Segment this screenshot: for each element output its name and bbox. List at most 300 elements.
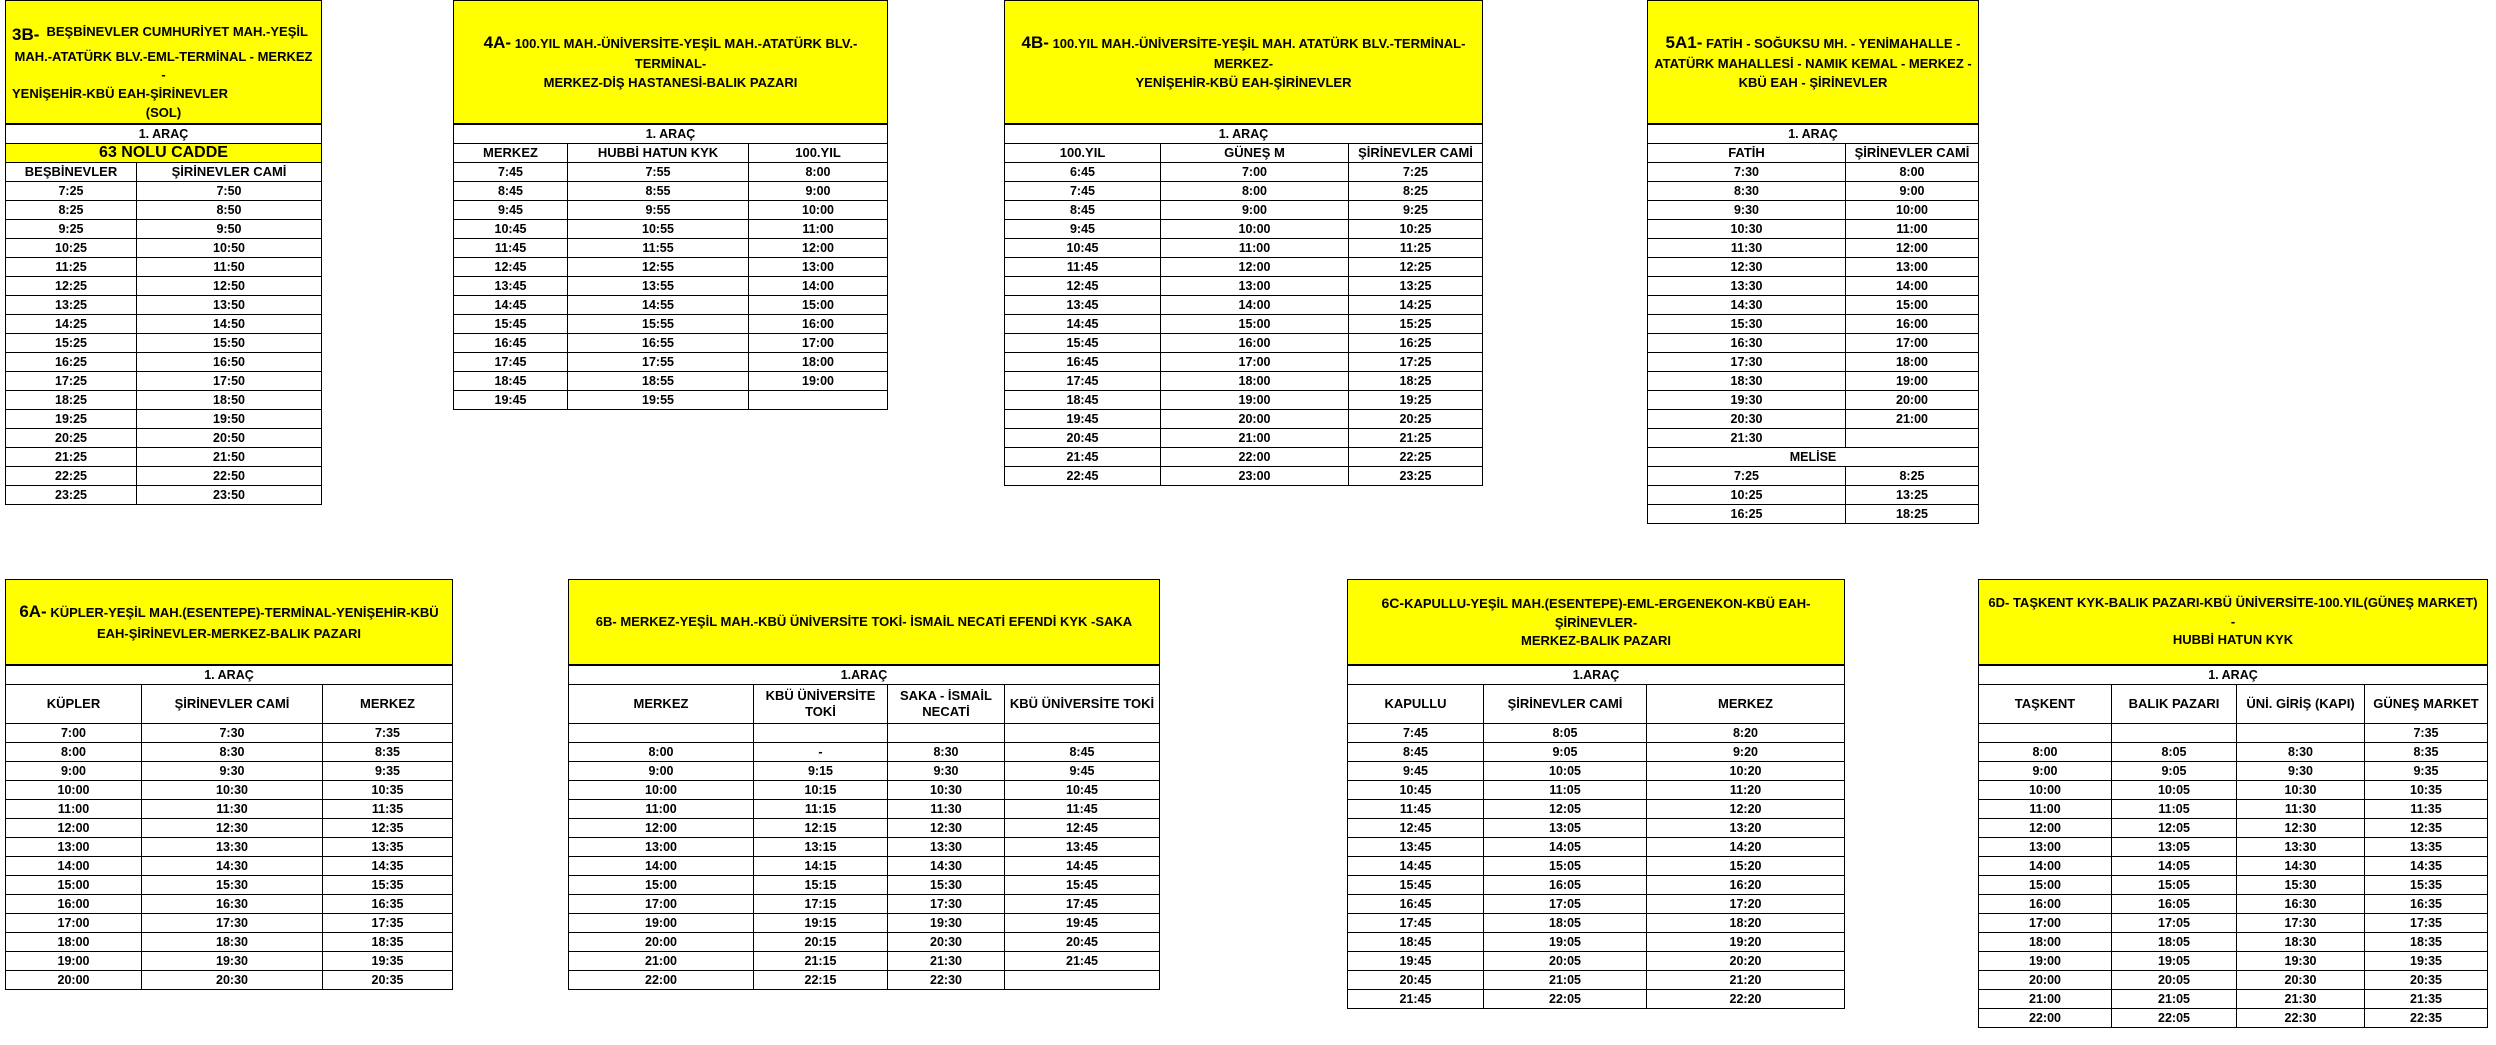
table-row xyxy=(6,258,322,277)
time-cell: 14:00 xyxy=(749,277,888,296)
time-cell: 19:30 xyxy=(2237,952,2365,971)
time-cell: 9:35 xyxy=(323,762,453,781)
time-cell: 12:30 xyxy=(2237,819,2365,838)
table-body xyxy=(6,125,322,505)
time-cell: 15:15 xyxy=(754,876,888,895)
time-cell: 15:00 xyxy=(1979,876,2112,895)
table-row xyxy=(6,201,322,220)
route-header xyxy=(1978,579,2488,665)
column-header-row xyxy=(1005,144,1483,163)
table-row xyxy=(454,182,888,201)
route-header xyxy=(5,579,453,665)
time-cell: 16:30 xyxy=(2237,895,2365,914)
time-cell: 13:15 xyxy=(754,838,888,857)
table-row xyxy=(569,876,1160,895)
time-cell: 15:00 xyxy=(1161,315,1349,334)
time-cell: 11:30 xyxy=(142,800,323,819)
table-row xyxy=(1005,353,1483,372)
time-cell: 19:05 xyxy=(1484,933,1647,952)
time-cell: 10:45 xyxy=(454,220,568,239)
time-cell: 7:00 xyxy=(1161,163,1349,182)
time-cell: 18:25 xyxy=(1846,505,1979,524)
time-cell: 15:30 xyxy=(888,876,1005,895)
column-header: MERKEZ xyxy=(569,685,754,724)
table-row xyxy=(569,800,1160,819)
time-cell: 9:45 xyxy=(1005,762,1160,781)
time-cell: 12:30 xyxy=(1648,258,1846,277)
table-row xyxy=(569,933,1160,952)
time-cell: 18:00 xyxy=(749,353,888,372)
time-cell: 17:00 xyxy=(569,895,754,914)
time-cell: 22:05 xyxy=(2112,1009,2237,1028)
time-cell: 18:35 xyxy=(2365,933,2488,952)
table-row xyxy=(1648,429,1979,448)
table-row xyxy=(1005,410,1483,429)
time-cell: 8:00 xyxy=(1161,182,1349,201)
table-row xyxy=(6,372,322,391)
vehicle-row xyxy=(6,125,322,144)
table-row xyxy=(6,410,322,429)
table-row xyxy=(1348,914,1845,933)
time-cell: 12:15 xyxy=(754,819,888,838)
time-cell: 11:45 xyxy=(1348,800,1484,819)
time-cell: 20:30 xyxy=(2237,971,2365,990)
time-cell: 17:00 xyxy=(749,334,888,353)
table-row xyxy=(1648,315,1979,334)
time-cell: 22:00 xyxy=(1161,448,1349,467)
time-cell: 20:15 xyxy=(754,933,888,952)
time-cell: 13:35 xyxy=(2365,838,2488,857)
time-cell: 20:45 xyxy=(1005,429,1161,448)
route-title-line: MAH.-ATATÜRK BLV.-EML-TERMİNAL - MERKEZ - xyxy=(14,48,313,83)
time-cell: 19:30 xyxy=(142,952,323,971)
route-code: 3B- xyxy=(12,25,40,44)
time-cell: 11:25 xyxy=(1349,239,1483,258)
route-title-line: KÜPLER-YEŞİL MAH.(ESENTEPE)-TERMİNAL-YENİŞEHİR-KBÜ xyxy=(50,605,439,621)
time-cell: 18:30 xyxy=(142,933,323,952)
time-cell: 14:35 xyxy=(323,857,453,876)
time-cell: 8:00 xyxy=(569,743,754,762)
time-cell: 6:45 xyxy=(1005,163,1161,182)
time-cell: 16:20 xyxy=(1647,876,1845,895)
time-cell: 17:35 xyxy=(2365,914,2488,933)
route-title-line: HUBBİ HATUN KYK xyxy=(2172,632,2294,648)
time-cell: 20:35 xyxy=(2365,971,2488,990)
time-cell: 23:00 xyxy=(1161,467,1349,486)
time-cell: 16:50 xyxy=(137,353,322,372)
time-cell: 17:50 xyxy=(137,372,322,391)
time-cell: 22:30 xyxy=(2237,1009,2365,1028)
time-cell: 10:55 xyxy=(568,220,749,239)
time-cell: 22:00 xyxy=(569,971,754,990)
table-row xyxy=(454,334,888,353)
time-cell: 17:25 xyxy=(1349,353,1483,372)
time-cell: 12:00 xyxy=(749,239,888,258)
time-cell: 13:45 xyxy=(1348,838,1484,857)
table-row xyxy=(6,239,322,258)
table-row xyxy=(569,762,1160,781)
time-cell: 15:25 xyxy=(1349,315,1483,334)
table-row xyxy=(1648,486,1979,505)
time-cell: 16:45 xyxy=(1348,895,1484,914)
time-cell: 14:15 xyxy=(754,857,888,876)
time-cell: 9:00 xyxy=(749,182,888,201)
time-cell: 17:30 xyxy=(142,914,323,933)
time-cell: 8:35 xyxy=(2365,743,2488,762)
time-cell: 13:45 xyxy=(1005,838,1160,857)
time-cell: 8:25 xyxy=(6,201,137,220)
table-body xyxy=(454,125,888,410)
section-label: MELİSE xyxy=(1648,448,1979,467)
time-cell: 21:00 xyxy=(1846,410,1979,429)
time-cell: 15:30 xyxy=(1648,315,1846,334)
time-cell: 20:00 xyxy=(1846,391,1979,410)
time-cell: 9:00 xyxy=(1161,201,1349,220)
route-title-line: BEŞBİNEVLER CUMHURİYET MAH.-YEŞİL xyxy=(46,24,308,39)
table-row xyxy=(6,800,453,819)
route-title-line: EAH-ŞİRİNEVLER-MERKEZ-BALIK PAZARI xyxy=(96,625,362,641)
table-row xyxy=(1648,391,1979,410)
time-cell: 7:45 xyxy=(454,163,568,182)
column-header: MERKEZ xyxy=(1647,685,1845,724)
schedule-table xyxy=(568,665,1160,990)
time-cell: 10:00 xyxy=(1161,220,1349,239)
time-cell xyxy=(1005,971,1160,990)
time-cell: 13:30 xyxy=(888,838,1005,857)
time-cell: 12:00 xyxy=(1161,258,1349,277)
time-cell: 21:00 xyxy=(569,952,754,971)
time-cell: 14:00 xyxy=(1979,857,2112,876)
time-cell: 12:35 xyxy=(323,819,453,838)
time-cell: 15:00 xyxy=(1846,296,1979,315)
time-cell: 23:25 xyxy=(6,486,137,505)
time-cell: 21:00 xyxy=(1979,990,2112,1009)
time-cell: 18:25 xyxy=(1349,372,1483,391)
time-cell: 7:35 xyxy=(323,724,453,743)
table-row xyxy=(569,914,1160,933)
time-cell: 16:25 xyxy=(1648,505,1846,524)
vehicle-row xyxy=(454,125,888,144)
table-row xyxy=(569,724,1160,743)
time-cell: 15:55 xyxy=(568,315,749,334)
column-header: 100.YIL xyxy=(1005,144,1161,163)
route-code: 4B- xyxy=(1021,32,1049,52)
time-cell: 13:25 xyxy=(1846,486,1979,505)
time-cell: 16:45 xyxy=(1005,353,1161,372)
route-title-line: ATATÜRK MAHALLESİ - NAMIK KEMAL - MERKEZ - xyxy=(1654,56,1972,72)
table-row xyxy=(1348,876,1845,895)
time-cell xyxy=(888,724,1005,743)
table-row xyxy=(6,876,453,895)
time-cell: 19:15 xyxy=(754,914,888,933)
time-cell: 11:00 xyxy=(1979,800,2112,819)
column-header: KBÜ ÜNİVERSİTE TOKİ xyxy=(1005,685,1160,724)
column-header-row xyxy=(454,144,888,163)
table-row xyxy=(6,857,453,876)
table-row xyxy=(454,315,888,334)
time-cell: 10:50 xyxy=(137,239,322,258)
time-cell: 10:00 xyxy=(1846,201,1979,220)
time-cell: 19:50 xyxy=(137,410,322,429)
table-row xyxy=(1005,315,1483,334)
timetable-4b xyxy=(1004,0,1483,486)
time-cell: 16:00 xyxy=(6,895,142,914)
column-header: HUBBİ HATUN KYK xyxy=(568,144,749,163)
time-cell: 16:35 xyxy=(2365,895,2488,914)
time-cell: 8:45 xyxy=(1348,743,1484,762)
table-row xyxy=(1979,857,2488,876)
table-row xyxy=(1979,762,2488,781)
time-cell: 15:35 xyxy=(323,876,453,895)
time-cell: 15:00 xyxy=(749,296,888,315)
time-cell: 17:45 xyxy=(1005,895,1160,914)
table-row xyxy=(1348,857,1845,876)
table-row xyxy=(1979,990,2488,1009)
time-cell xyxy=(1005,724,1160,743)
time-cell: 11:30 xyxy=(888,800,1005,819)
time-cell: 10:05 xyxy=(1484,762,1647,781)
table-row xyxy=(569,743,1160,762)
time-cell: 12:50 xyxy=(137,277,322,296)
time-cell: 10:45 xyxy=(1005,781,1160,800)
route-code: 5A1- xyxy=(1665,32,1703,52)
time-cell: 9:00 xyxy=(1979,762,2112,781)
column-header: ŞİRİNEVLER CAMİ xyxy=(1349,144,1483,163)
time-cell: 21:30 xyxy=(2237,990,2365,1009)
table-row xyxy=(454,258,888,277)
time-cell: 13:35 xyxy=(323,838,453,857)
time-cell: 7:25 xyxy=(6,182,137,201)
time-cell: 8:45 xyxy=(454,182,568,201)
time-cell: 22:50 xyxy=(137,467,322,486)
table-row xyxy=(1979,781,2488,800)
time-cell: 13:25 xyxy=(6,296,137,315)
table-row xyxy=(454,296,888,315)
time-cell: 8:30 xyxy=(2237,743,2365,762)
time-cell: 18:00 xyxy=(1161,372,1349,391)
time-cell: 20:05 xyxy=(1484,952,1647,971)
table-row xyxy=(454,277,888,296)
time-cell: 7:50 xyxy=(137,182,322,201)
table-row xyxy=(1348,800,1845,819)
time-cell: 10:25 xyxy=(1349,220,1483,239)
table-body xyxy=(6,666,453,990)
time-cell: 18:45 xyxy=(454,372,568,391)
highlight-row xyxy=(6,144,322,163)
table-row xyxy=(1648,182,1979,201)
table-row xyxy=(1979,933,2488,952)
time-cell: 20:05 xyxy=(2112,971,2237,990)
table-row xyxy=(1648,467,1979,486)
time-cell: 14:05 xyxy=(1484,838,1647,857)
time-cell: 15:35 xyxy=(2365,876,2488,895)
time-cell xyxy=(569,724,754,743)
table-body xyxy=(1348,666,1845,1009)
table-row xyxy=(1648,410,1979,429)
time-cell: 12:00 xyxy=(569,819,754,838)
route-title-line: TAŞKENT KYK-BALIK PAZARI-KBÜ ÜNİVERSİTE-100.YIL(GÜNEŞ MARKET) - xyxy=(2012,594,2478,629)
time-cell: 20:00 xyxy=(6,971,142,990)
route-title-line: YENİŞEHİR-KBÜ EAH-ŞİRİNEVLER xyxy=(1135,75,1352,91)
time-cell: 10:00 xyxy=(1979,781,2112,800)
time-cell: 18:05 xyxy=(2112,933,2237,952)
vehicle-label: 1. ARAÇ xyxy=(1979,666,2488,685)
table-row xyxy=(1005,163,1483,182)
time-cell: 22:05 xyxy=(1484,990,1647,1009)
table-row xyxy=(1348,952,1845,971)
table-row xyxy=(569,781,1160,800)
table-row xyxy=(1648,505,1979,524)
time-cell: 11:25 xyxy=(6,258,137,277)
timetable-6b xyxy=(568,579,1160,990)
vehicle-label: 1. ARAÇ xyxy=(6,666,453,685)
table-row xyxy=(1648,334,1979,353)
time-cell: 17:30 xyxy=(1648,353,1846,372)
column-header: 100.YIL xyxy=(749,144,888,163)
time-cell: 11:00 xyxy=(6,800,142,819)
time-cell: 12:25 xyxy=(6,277,137,296)
time-cell: 9:45 xyxy=(1005,220,1161,239)
time-cell: 13:30 xyxy=(142,838,323,857)
column-header: BALIK PAZARI xyxy=(2112,685,2237,724)
time-cell: 14:30 xyxy=(142,857,323,876)
time-cell: 17:30 xyxy=(2237,914,2365,933)
time-cell: 18:45 xyxy=(1005,391,1161,410)
time-cell: 14:25 xyxy=(1349,296,1483,315)
table-row xyxy=(1648,258,1979,277)
time-cell: 21:30 xyxy=(888,952,1005,971)
time-cell: 9:45 xyxy=(454,201,568,220)
time-cell: 12:25 xyxy=(1349,258,1483,277)
table-body xyxy=(569,666,1160,990)
time-cell: 18:30 xyxy=(1648,372,1846,391)
time-cell: 17:45 xyxy=(1005,372,1161,391)
column-header: KBÜ ÜNİVERSİTE TOKİ xyxy=(754,685,888,724)
route-code: 4A- xyxy=(483,32,512,52)
table-row xyxy=(569,895,1160,914)
time-cell: 13:00 xyxy=(6,838,142,857)
time-cell: 17:00 xyxy=(1979,914,2112,933)
column-header: ŞİRİNEVLER CAMİ xyxy=(1484,685,1647,724)
time-cell: 9:30 xyxy=(888,762,1005,781)
time-cell: 20:35 xyxy=(323,971,453,990)
time-cell: 8:35 xyxy=(323,743,453,762)
route-title-line: 100.YIL MAH.-ÜNİVERSİTE-YEŞİL MAH. ATATÜRK BLV.-TERMİNAL-MERKEZ- xyxy=(1052,35,1466,72)
time-cell: 16:00 xyxy=(1846,315,1979,334)
time-cell: 17:00 xyxy=(1161,353,1349,372)
time-cell: 7:30 xyxy=(142,724,323,743)
route-code: 6B- xyxy=(595,613,617,629)
time-cell: 14:30 xyxy=(1648,296,1846,315)
table-row xyxy=(1979,1009,2488,1028)
table-row xyxy=(569,819,1160,838)
table-row xyxy=(1005,296,1483,315)
timetable-6a xyxy=(5,579,453,990)
time-cell: 18:45 xyxy=(1348,933,1484,952)
table-row xyxy=(1979,895,2488,914)
time-cell: 19:25 xyxy=(6,410,137,429)
table-row xyxy=(6,762,453,781)
time-cell: 14:20 xyxy=(1647,838,1845,857)
time-cell: 15:50 xyxy=(137,334,322,353)
column-header-row xyxy=(569,685,1160,724)
time-cell: 10:30 xyxy=(888,781,1005,800)
time-cell: 14:00 xyxy=(6,857,142,876)
time-cell: 19:30 xyxy=(888,914,1005,933)
time-cell: 9:00 xyxy=(1846,182,1979,201)
time-cell: 20:50 xyxy=(137,429,322,448)
time-cell: 22:25 xyxy=(6,467,137,486)
time-cell: 17:55 xyxy=(568,353,749,372)
table-row xyxy=(1005,277,1483,296)
time-cell: 19:00 xyxy=(1979,952,2112,971)
time-cell: 17:00 xyxy=(1846,334,1979,353)
table-row xyxy=(6,971,453,990)
time-cell: 20:25 xyxy=(6,429,137,448)
table-row xyxy=(6,486,322,505)
time-cell: 19:00 xyxy=(1161,391,1349,410)
table-row xyxy=(1979,971,2488,990)
time-cell: 17:15 xyxy=(754,895,888,914)
time-cell: 13:00 xyxy=(569,838,754,857)
time-cell: 8:45 xyxy=(1005,201,1161,220)
vehicle-row xyxy=(569,666,1160,685)
table-row xyxy=(1005,220,1483,239)
table-row xyxy=(1348,781,1845,800)
time-cell: 10:30 xyxy=(2237,781,2365,800)
time-cell: 14:30 xyxy=(888,857,1005,876)
table-row xyxy=(1348,762,1845,781)
time-cell: 12:00 xyxy=(6,819,142,838)
timetable-3b xyxy=(5,0,322,505)
time-cell: 14:25 xyxy=(6,315,137,334)
time-cell: 20:00 xyxy=(569,933,754,952)
table-row xyxy=(6,933,453,952)
time-cell: 19:45 xyxy=(1005,410,1161,429)
time-cell: 13:45 xyxy=(454,277,568,296)
table-row xyxy=(1005,391,1483,410)
time-cell: 19:45 xyxy=(454,391,568,410)
time-cell: 14:00 xyxy=(569,857,754,876)
time-cell: 11:45 xyxy=(454,239,568,258)
table-row xyxy=(6,724,453,743)
time-cell: 13:30 xyxy=(2237,838,2365,857)
route-code: 6C- xyxy=(1381,594,1405,611)
time-cell: 10:25 xyxy=(6,239,137,258)
time-cell: 8:05 xyxy=(2112,743,2237,762)
table-row xyxy=(569,838,1160,857)
schedule-table xyxy=(1347,665,1845,1009)
table-row xyxy=(1648,296,1979,315)
time-cell: 21:00 xyxy=(1161,429,1349,448)
route-title-line: 100.YIL MAH.-ÜNİVERSİTE-YEŞİL MAH.-ATATÜRK BLV.-TERMİNAL- xyxy=(514,35,858,72)
time-cell: 13:30 xyxy=(1648,277,1846,296)
route-code: 6D- xyxy=(1988,594,2010,610)
column-header: KAPULLU xyxy=(1348,685,1484,724)
time-cell: 17:05 xyxy=(1484,895,1647,914)
table-row xyxy=(1979,914,2488,933)
table-row xyxy=(1348,895,1845,914)
time-cell: 12:55 xyxy=(568,258,749,277)
time-cell: 8:00 xyxy=(749,163,888,182)
table-row xyxy=(454,353,888,372)
time-cell: 21:45 xyxy=(1348,990,1484,1009)
time-cell: 20:00 xyxy=(1161,410,1349,429)
table-row xyxy=(1648,277,1979,296)
table-body xyxy=(1648,125,1979,524)
time-cell: 8:00 xyxy=(1846,163,1979,182)
time-cell: 11:05 xyxy=(2112,800,2237,819)
